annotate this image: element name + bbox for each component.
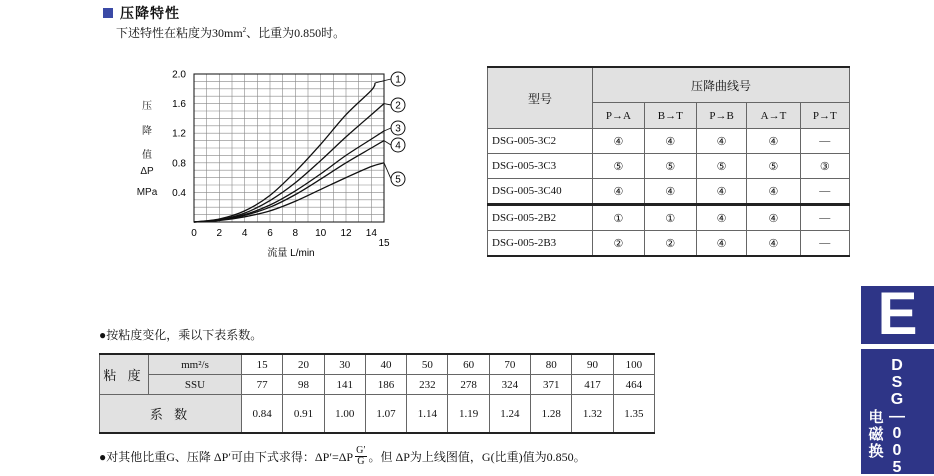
side-tab-code [889,357,905,476]
factor-cell: 1.24 [489,395,530,434]
section-heading [103,3,180,23]
series-label: 4 [395,140,401,152]
y-tick-label: 0.8 [172,158,186,170]
curve-cell: ④ [747,231,800,257]
side-tab-char: S [891,374,903,391]
factor-cell: 1.19 [448,395,489,434]
model-cell: DSG-005-3C40 [488,179,593,205]
table-row [488,129,850,154]
ssu-cell: 77 [242,375,283,395]
curve-cell: ④ [696,205,747,231]
ssu-cell: 324 [489,375,530,395]
viscosity-note: ●按粘度变化，乘以下表系数。 [99,328,263,342]
factor-cell: 1.14 [407,395,448,434]
curve-cell: ① [644,205,696,231]
x-tick-label: 4 [241,228,248,239]
ssu-cell: 278 [448,375,489,395]
curve-cell: ④ [696,231,747,257]
series-label: 3 [395,123,401,135]
mm2s-cell: 60 [448,354,489,375]
specific-gravity-formula [99,446,586,467]
x-tick-label: 15 [378,238,390,249]
series-line [194,131,384,222]
curve-cell: ④ [644,129,696,154]
curve-cell: — [800,179,849,205]
formula-lead: ●对其他比重G、压降 ΔP′可由下式求得：ΔP′=ΔP [99,450,354,464]
formula-tail: 。但 ΔP为上线图值，G(比重)值为0.850。 [368,450,586,464]
mm2s-cell: 50 [407,354,448,375]
curve-cell: ⑤ [644,154,696,179]
series-label: 5 [395,174,401,186]
curve-cell: ④ [747,179,800,205]
curve-cell: ④ [747,129,800,154]
mm2s-cell: 20 [283,354,324,375]
curve-cell: ④ [696,129,747,154]
curve-cell: ④ [696,179,747,205]
curve-cell: ⑤ [696,154,747,179]
x-tick-label: 0 [191,228,197,239]
series-label: 1 [395,74,401,86]
model-header: 型号 [488,67,593,129]
factor-cell: 1.28 [531,395,572,434]
table-row [488,231,850,257]
curve-cell: — [800,205,849,231]
side-tab-char: 5 [892,459,902,476]
side-tab-name [867,409,885,460]
factor-cell: 0.91 [283,395,324,434]
side-tab-char: 0 [892,442,902,459]
series-leader-line [384,104,391,105]
ssu-cell: 98 [283,375,324,395]
series-leader-line [384,163,391,179]
formula-denominator: G [357,456,365,467]
y-tick-label: 1.2 [172,128,186,140]
curve-cell: — [800,231,849,257]
side-tab-char: G [890,391,904,408]
curve-cell: ④ [644,179,696,205]
table-row [488,179,850,205]
curve-header: 压降曲线号 [593,67,850,103]
x-tick-label: 6 [267,228,273,239]
curve-cell: ① [593,205,645,231]
ssu-cell: 232 [407,375,448,395]
intro-sup: 2 [242,26,247,34]
factor-cell: 1.32 [572,395,613,434]
curve-cell: — [800,129,849,154]
model-cell: DSG-005-2B3 [488,231,593,257]
mm2s-cell: 15 [242,354,283,375]
side-tab-char: — [889,408,905,425]
formula-fraction [355,446,366,467]
ssu-cell: 417 [572,375,613,395]
heading-title: 压降特性 [120,5,180,21]
y-axis-label-4: ΔP [140,166,154,177]
curve-cell: ③ [800,154,849,179]
curve-cell: ② [593,231,645,257]
x-axis-label: 流量 L/min [267,248,315,259]
formula-numerator: G′ [356,445,366,456]
direction-header: P→T [800,103,849,129]
direction-header: P→A [593,103,645,129]
series-leader-line [384,128,391,131]
factor-header: 系 数 [100,395,242,434]
unit-ssu-header: SSU [149,375,242,395]
series-leader-line [384,141,391,145]
side-tab-char: D [891,357,903,374]
table-row [488,154,850,179]
side-tab-char: 0 [892,425,902,442]
factor-cell: 0.84 [242,395,283,434]
y-axis-label-2: 降 [142,126,152,137]
curve-cell: ④ [593,179,645,205]
factor-cell: 1.07 [365,395,406,434]
ssu-cell: 371 [531,375,572,395]
x-tick-label: 2 [216,228,223,239]
y-axis-label-5: MPa [136,187,158,198]
curve-cell: ④ [747,205,800,231]
pressure-drop-chart [140,62,440,262]
mm2s-cell: 80 [531,354,572,375]
mm2s-cell: 30 [324,354,365,375]
y-axis-label-3: 值 [142,150,152,161]
y-tick-label: 0.4 [172,187,186,199]
intro-text [116,24,345,41]
series-leader-line [375,79,391,83]
curve-cell: ⑤ [593,154,645,179]
viscosity-header: 粘 度 [100,354,149,395]
mm2s-cell: 90 [572,354,613,375]
direction-header: B→T [644,103,696,129]
side-tab[interactable] [861,349,934,474]
series-line [194,141,384,222]
series-label: 2 [395,100,401,112]
curve-cell: ② [644,231,696,257]
model-cell: DSG-005-3C2 [488,129,593,154]
y-axis-label-1: 压 [142,101,152,112]
ssu-cell: 141 [324,375,365,395]
intro-tail: 、比重为0.850时。 [246,26,346,40]
side-tab-char: 磁 [868,426,884,443]
model-cell: DSG-005-3C3 [488,154,593,179]
heading-square-icon [103,8,113,18]
curve-cell: ⑤ [747,154,800,179]
x-tick-label: 8 [292,228,299,239]
curve-cell: ④ [593,129,645,154]
mm2s-cell: 100 [613,354,654,375]
model-cell: DSG-005-2B2 [488,205,593,231]
ssu-cell: 186 [365,375,406,395]
ssu-cell: 464 [613,375,654,395]
unit-mm-header: mm²/s [149,354,242,375]
x-tick-label: 14 [365,228,377,239]
direction-header: A→T [747,103,800,129]
factor-cell: 1.35 [613,395,654,434]
y-tick-label: 1.6 [172,99,186,111]
side-tab-char: 换 [868,443,884,460]
factor-cell: 1.00 [324,395,365,434]
side-tab-letter: E [877,280,918,347]
side-tab-char: 电 [868,409,884,426]
x-tick-label: 12 [340,228,352,239]
x-tick-label: 10 [315,228,327,239]
y-tick-label: 2.0 [172,69,186,81]
table-row [488,205,850,231]
intro-main: 下述特性在粘度为30mm [116,26,243,40]
mm2s-cell: 40 [365,354,406,375]
mm2s-cell: 70 [489,354,530,375]
direction-header: P→B [696,103,747,129]
curve-number-table [487,66,850,257]
viscosity-factor-table [99,353,655,434]
